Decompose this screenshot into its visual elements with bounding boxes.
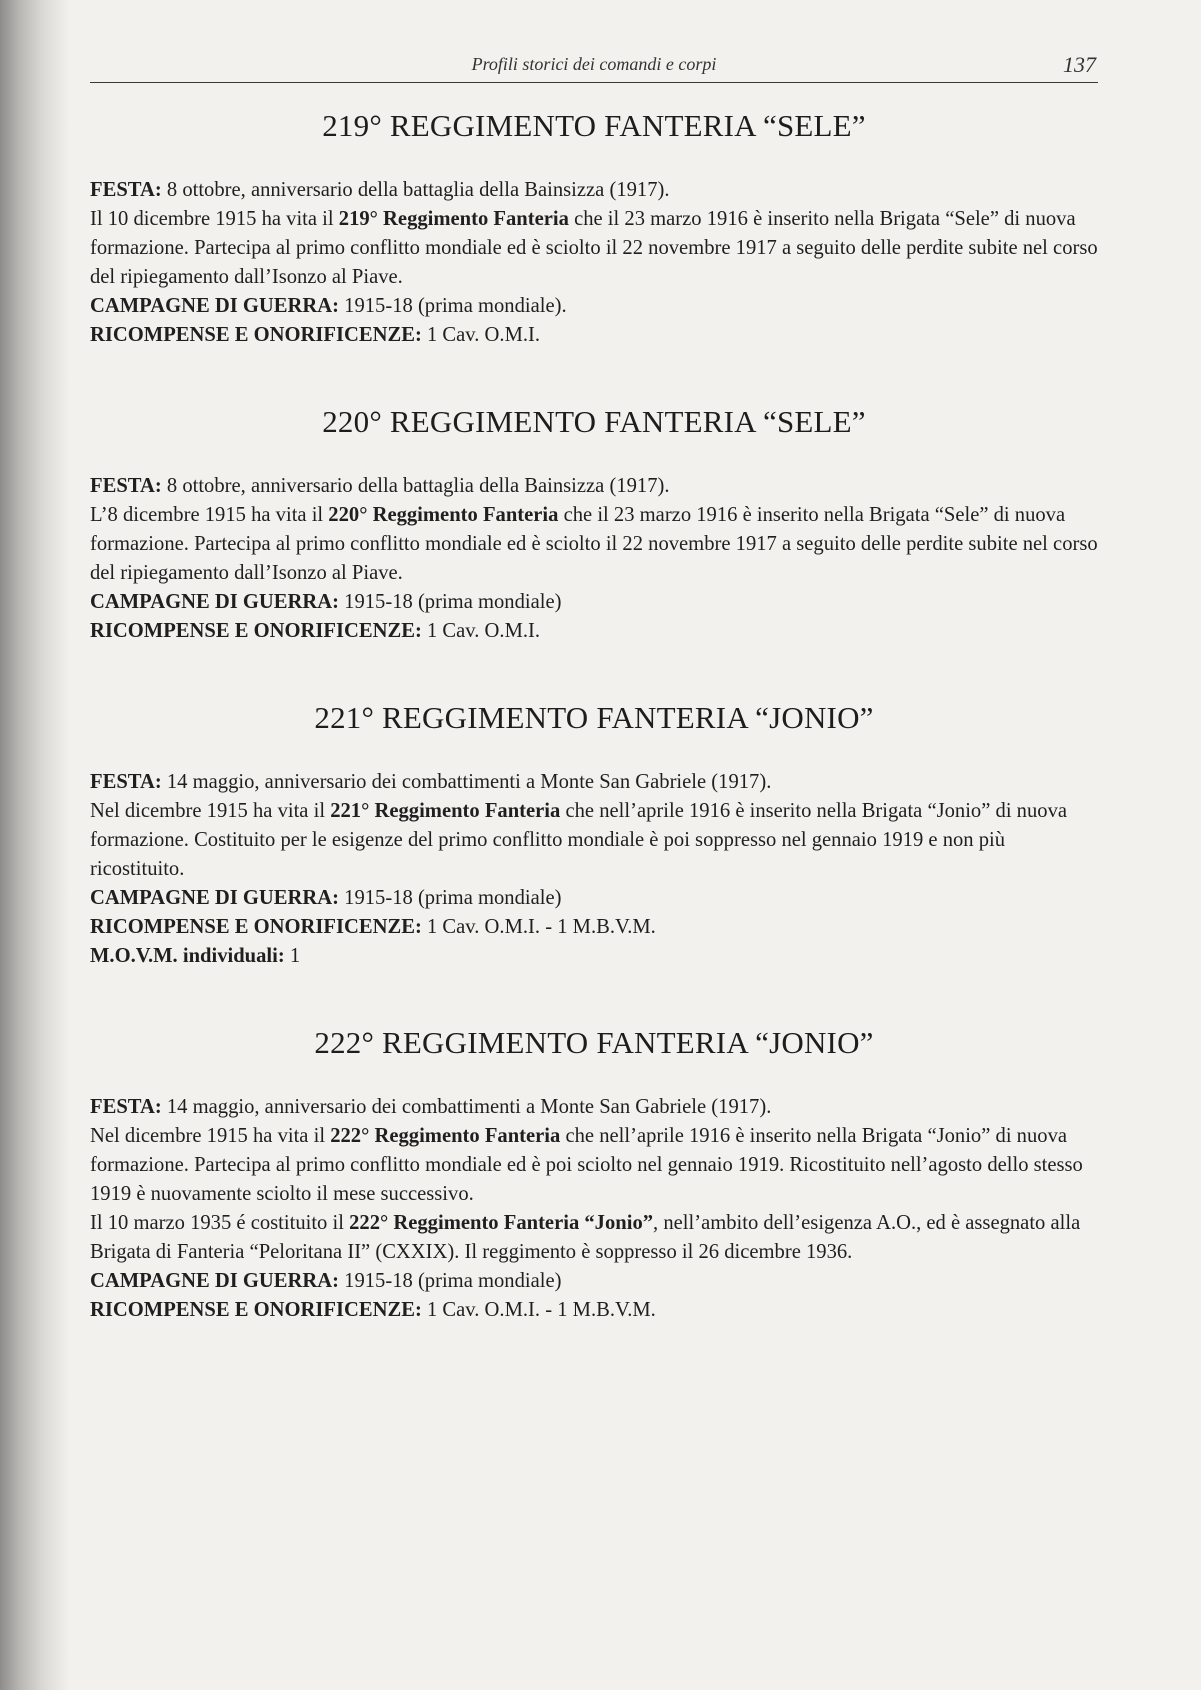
history-paragraph [90, 205, 1098, 292]
campagne-text: 1915-18 (prima mondiale). [339, 295, 567, 317]
running-title: Profili storici dei comandi e corpi [471, 54, 717, 74]
ricompense-line [90, 617, 1098, 646]
document-page [90, 0, 1098, 1690]
campagne-text: 1915-18 (prima mondiale) [339, 887, 562, 909]
festa-label: FESTA: [90, 1096, 162, 1118]
festa-text: 14 maggio, anniversario dei combattimenti a Monte San Gabriele (1917). [161, 1096, 772, 1118]
history-text-after: che il 23 marzo 1916 è inserito nella Brigata “Sele” di nuova formazione. Partecipa al primo conflitto mondiale ed è sciolto il 22 novembre 1917 a seguito delle perdite subite nel corso del ripiegamento dall’Isonzo al Piave. [90, 208, 1098, 288]
section-222-reggimento [90, 1025, 1098, 1325]
ricompense-label: RICOMPENSE E ONORIFICENZE: [90, 620, 422, 642]
page-number: 137 [1063, 52, 1096, 77]
campagne-line [90, 588, 1098, 617]
festa-label: FESTA: [90, 179, 162, 201]
section-220-reggimento [90, 404, 1098, 646]
movm-label: M.O.V.M. individuali: [90, 945, 285, 967]
history-text-after: che nell’aprile 1916 è inserito nella Brigata “Jonio” di nuova formazione. Partecipa al primo conflitto mondiale ed è poi sciolto nel gennaio 1919. Ricostituito nell’agosto dello stesso 1919 è nuovamente sciolto il mese successivo. [90, 1125, 1083, 1205]
festa-label: FESTA: [90, 475, 162, 497]
regiment-name: 222° Reggimento Fanteria “Jonio” [349, 1212, 654, 1234]
history-paragraph [90, 1122, 1098, 1209]
section-title: 220° REGGIMENTO FANTERIA “SELE” [322, 404, 866, 439]
campagne-line [90, 884, 1098, 913]
book-spine-shadow [0, 0, 70, 1690]
ricompense-label: RICOMPENSE E ONORIFICENZE: [90, 1299, 422, 1321]
festa-label: FESTA: [90, 771, 162, 793]
ricompense-line [90, 913, 1098, 942]
movm-line [90, 942, 1098, 971]
campagne-label: CAMPAGNE DI GUERRA: [90, 1270, 340, 1292]
campagne-line [90, 292, 1098, 321]
section-219-reggimento [90, 108, 1098, 350]
page-content [90, 108, 1098, 1379]
campagne-label: CAMPAGNE DI GUERRA: [90, 295, 340, 317]
history-text-before: L’8 dicembre 1915 ha vita il [90, 504, 329, 526]
ricompense-text: 1 Cav. O.M.I. [421, 620, 541, 642]
campagne-label: CAMPAGNE DI GUERRA: [90, 591, 340, 613]
history-text-before: Nel dicembre 1915 ha vita il [90, 1125, 331, 1147]
campagne-label: CAMPAGNE DI GUERRA: [90, 887, 340, 909]
history-text-before: Nel dicembre 1915 ha vita il [90, 800, 331, 822]
regiment-name: 219° Reggimento Fanteria [338, 208, 569, 230]
history-text-before: Il 10 dicembre 1915 ha vita il [90, 208, 339, 230]
regiment-name: 220° Reggimento Fanteria [328, 504, 559, 526]
movm-text: 1 [284, 945, 301, 967]
festa-line [90, 768, 1098, 797]
history-paragraph [90, 501, 1098, 588]
festa-text: 8 ottobre, anniversario della battaglia della Bainsizza (1917). [161, 475, 670, 497]
festa-line [90, 176, 1098, 205]
section-title: 221° REGGIMENTO FANTERIA “JONIO” [314, 700, 874, 735]
section-title: 219° REGGIMENTO FANTERIA “SELE” [322, 108, 866, 143]
history-text-after: che nell’aprile 1916 è inserito nella Brigata “Jonio” di nuova formazione. Costituito per le esigenze del primo conflitto mondiale è poi soppresso nel gennaio 1919 e non più ricostituito. [90, 800, 1068, 880]
festa-text: 14 maggio, anniversario dei combattimenti a Monte San Gabriele (1917). [161, 771, 772, 793]
campagne-line [90, 1267, 1098, 1296]
ricompense-label: RICOMPENSE E ONORIFICENZE: [90, 324, 422, 346]
festa-line [90, 1093, 1098, 1122]
festa-text: 8 ottobre, anniversario della battaglia della Bainsizza (1917). [161, 179, 670, 201]
ricompense-text: 1 Cav. O.M.I. - 1 M.B.V.M. [421, 1299, 656, 1321]
regiment-name: 221° Reggimento Fanteria [330, 800, 561, 822]
history-text-after: , nell’ambito dell’esigenza A.O., ed è assegnato alla Brigata di Fanteria “Peloritana II” (CXXIX). Il reggimento è soppresso il 26 dicembre 1936. [90, 1212, 1081, 1263]
ricompense-text: 1 Cav. O.M.I. - 1 M.B.V.M. [421, 916, 656, 938]
regiment-name: 222° Reggimento Fanteria [330, 1125, 561, 1147]
ricompense-text: 1 Cav. O.M.I. [421, 324, 541, 346]
section-221-reggimento [90, 700, 1098, 971]
ricompense-line [90, 321, 1098, 350]
campagne-text: 1915-18 (prima mondiale) [339, 1270, 562, 1292]
history-paragraph-2 [90, 1209, 1098, 1267]
running-header [90, 54, 1098, 83]
ricompense-label: RICOMPENSE E ONORIFICENZE: [90, 916, 422, 938]
history-paragraph [90, 797, 1098, 884]
festa-line [90, 472, 1098, 501]
ricompense-line [90, 1296, 1098, 1325]
campagne-text: 1915-18 (prima mondiale) [339, 591, 562, 613]
history-text-after: che il 23 marzo 1916 è inserito nella Brigata “Sele” di nuova formazione. Partecipa al primo conflitto mondiale ed è sciolto il 22 novembre 1917 a seguito delle perdite subite nel corso del ripiegamento dall’Isonzo al Piave. [90, 504, 1098, 584]
section-title: 222° REGGIMENTO FANTERIA “JONIO” [314, 1025, 874, 1060]
history-text-before: Il 10 marzo 1935 é costituito il [90, 1212, 350, 1234]
